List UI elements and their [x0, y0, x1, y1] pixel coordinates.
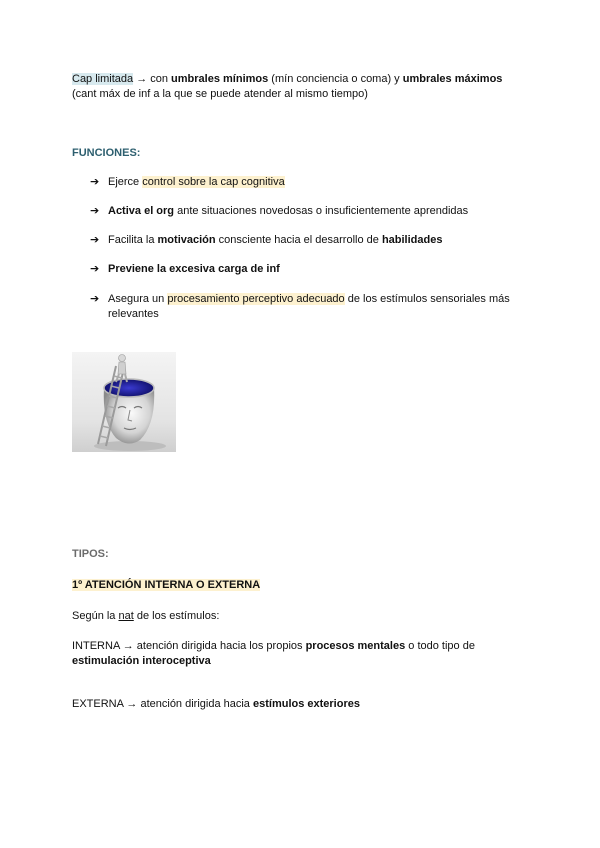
funciones-heading: FUNCIONES:	[72, 147, 141, 159]
arrow-icon: ➔	[90, 293, 100, 305]
head-ladder-illustration	[72, 352, 176, 452]
list-item: Previene la excesiva carga de inf	[108, 263, 280, 275]
interna-line-1: INTERNA → atención dirigida hacia los propios procesos mentales o todo tipo de	[72, 640, 475, 652]
list-item: Ejerce control sobre la cap cognitiva	[108, 176, 285, 188]
arrow-icon: ➔	[90, 234, 100, 246]
highlight: control sobre la cap cognitiva	[142, 176, 285, 188]
arrow-icon: ➔	[90, 205, 100, 217]
umbrales-minimos: umbrales mínimos	[171, 73, 269, 85]
arrow-icon: ➔	[90, 176, 100, 188]
tipos-heading: TIPOS:	[72, 548, 109, 560]
interna-line-2: estimulación interoceptiva	[72, 655, 211, 667]
externa-line: EXTERNA → atención dirigida hacia estímulos exteriores	[72, 698, 360, 710]
segun-line: Según la nat de los estímulos:	[72, 610, 220, 622]
subheading-atencion: 1º ATENCIÓN INTERNA O EXTERNA	[72, 579, 261, 591]
list-item: Activa el org ante situaciones novedosas o insuficientemente aprendidas	[108, 205, 469, 217]
list-item: Asegura un procesamiento perceptivo adecuado de los estímulos sensoriales más relevantes	[108, 293, 510, 320]
intro-text: → con	[133, 73, 172, 85]
arrow-icon: ➔	[90, 263, 100, 275]
highlight-cap-limitada: Cap limitada	[72, 73, 134, 85]
highlight: procesamiento perceptivo adecuado	[167, 293, 345, 305]
intro-text-2: (mín conciencia o coma) y	[268, 73, 403, 85]
intro-line-1	[72, 72, 502, 87]
list-item: Facilita la motivación consciente hacia el desarrollo de habilidades	[108, 234, 443, 246]
underlined-nat: nat	[118, 610, 134, 622]
umbrales-maximos: umbrales máximos	[402, 73, 503, 85]
intro-line-2: (cant máx de inf a la que se puede atender al mismo tiempo)	[72, 88, 368, 100]
